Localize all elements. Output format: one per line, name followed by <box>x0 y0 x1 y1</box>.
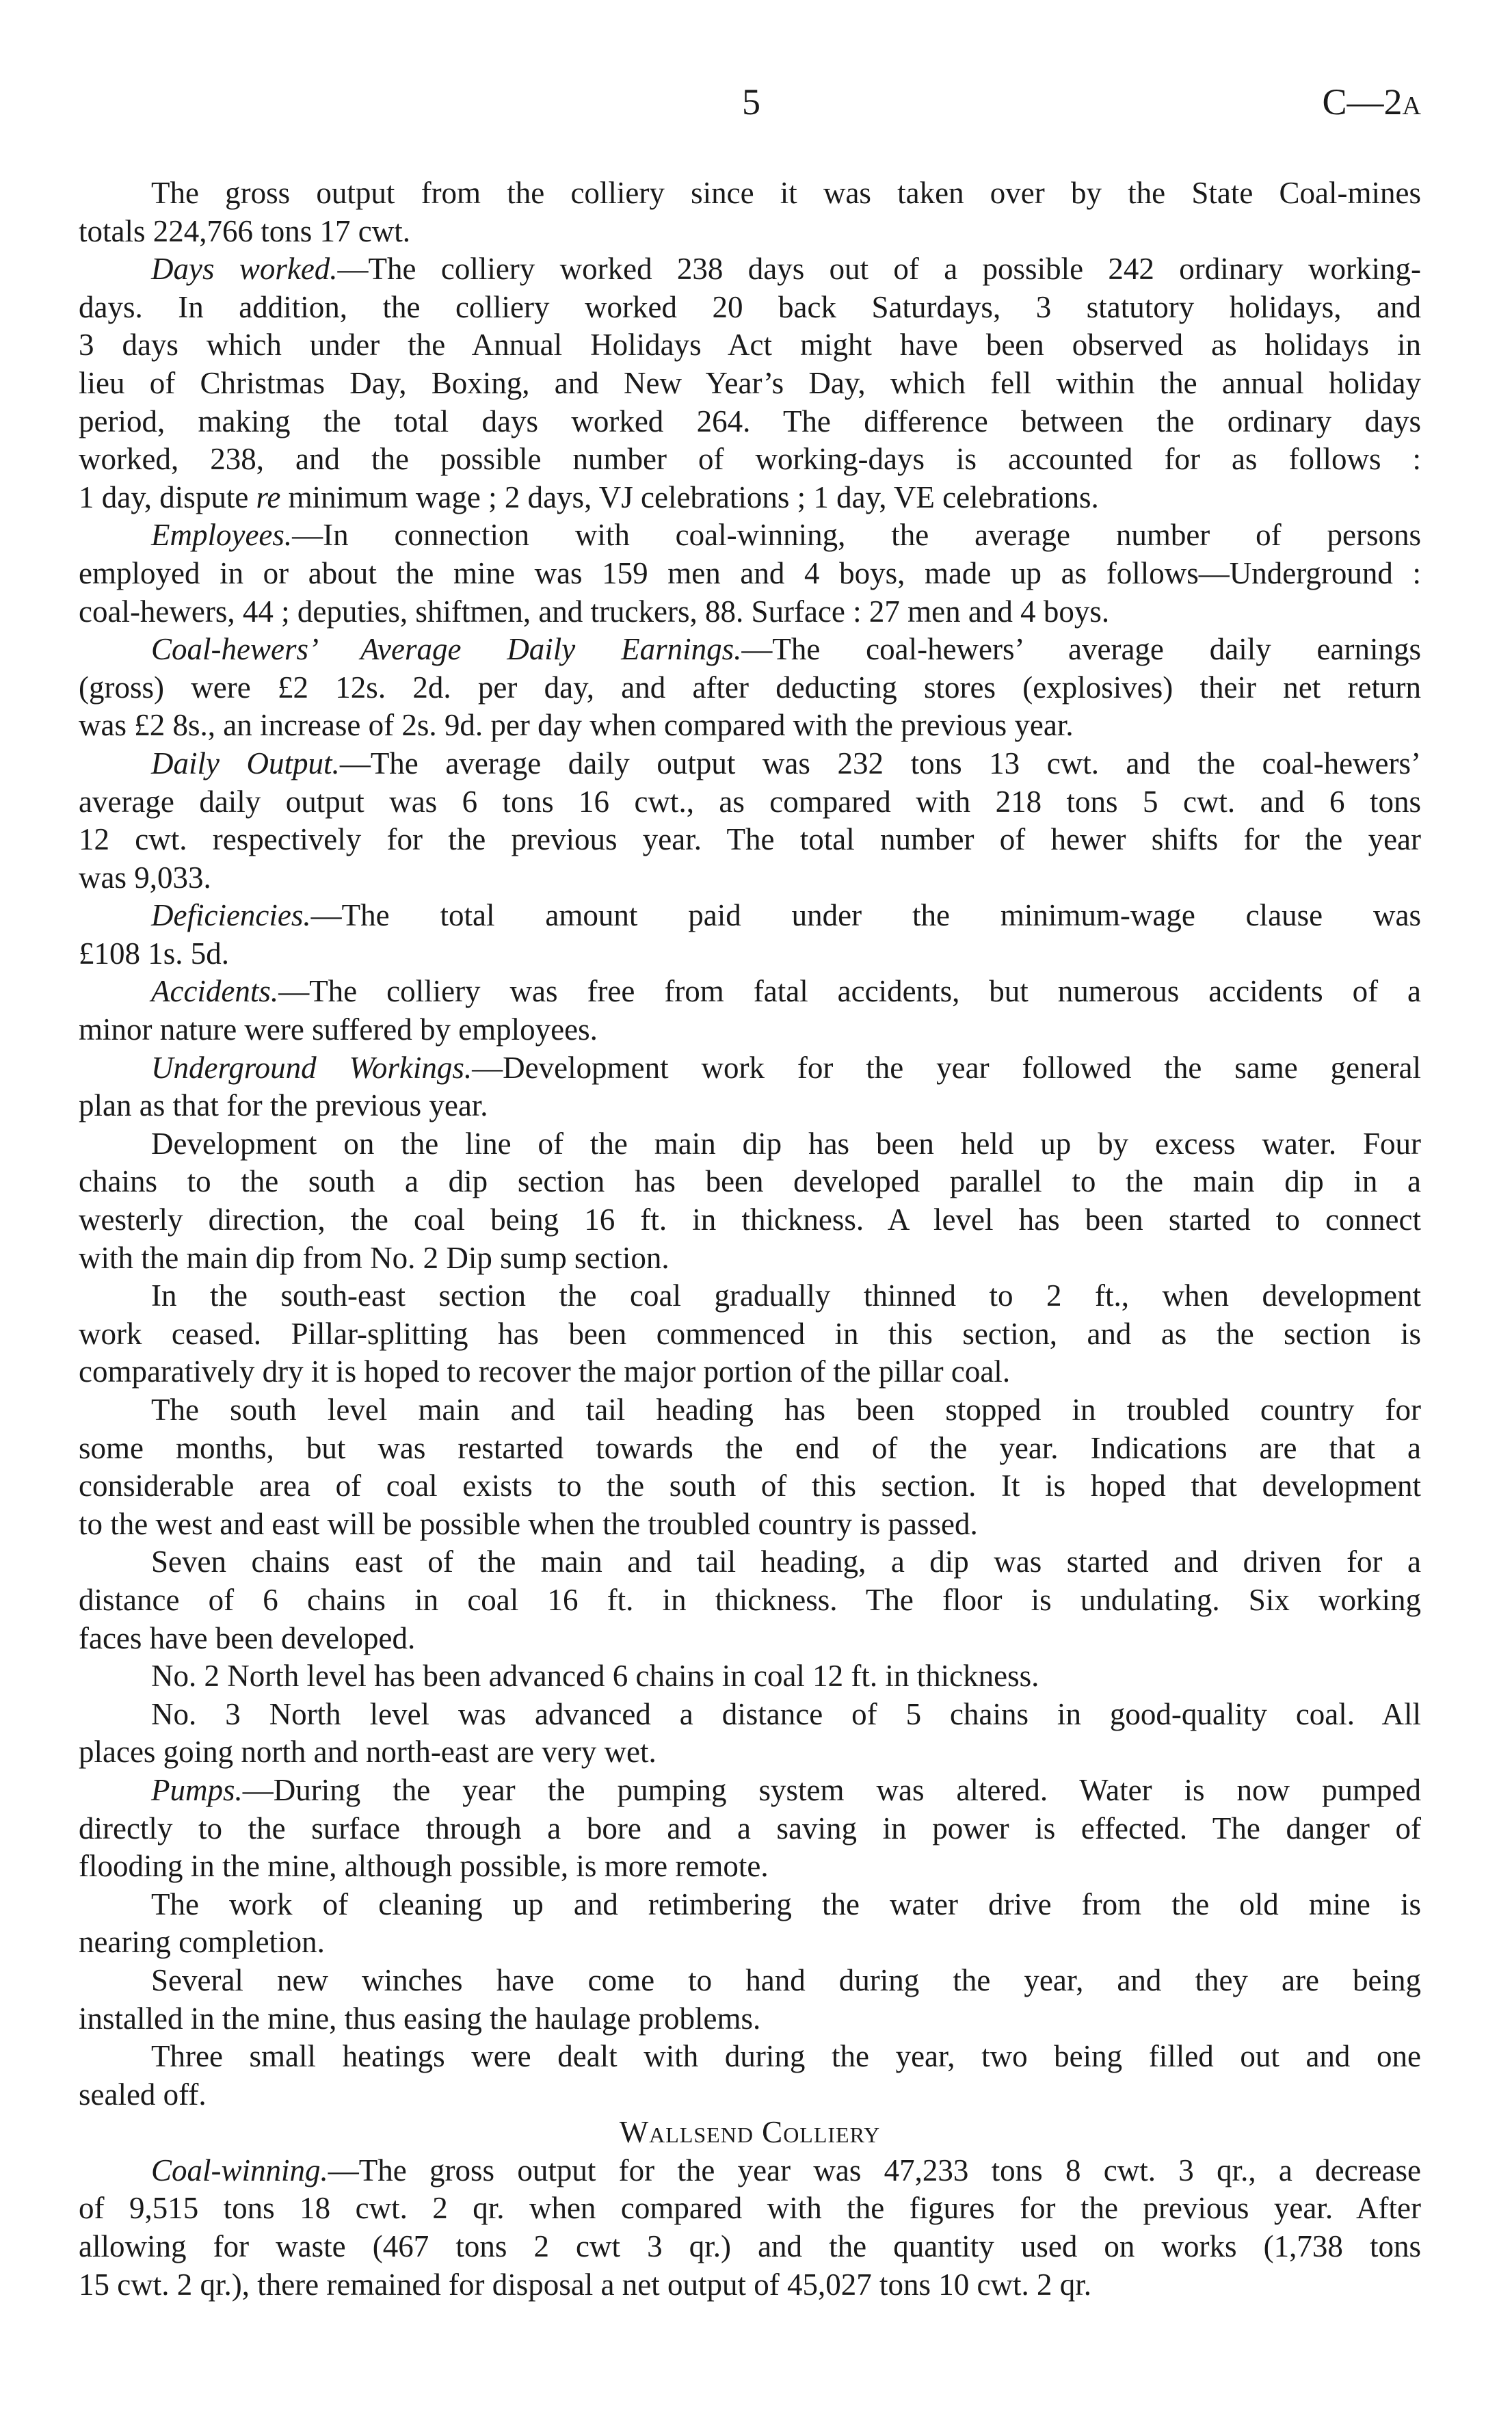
paragraph <box>79 2038 1421 2114</box>
paragraph <box>79 174 1421 250</box>
text-segment: plan as that for the previous year. <box>79 1088 488 1123</box>
text-segment: nearing completion. <box>79 1925 325 1960</box>
text-line <box>79 1810 1421 1848</box>
paragraph-lead: Coal-winning. <box>151 2153 328 2187</box>
text-segment: places going north and north-east are very wet. <box>79 1735 656 1770</box>
paragraph <box>79 1657 1421 1696</box>
text-segment: some months, but was restarted towards the end of the year. Indications are that a <box>79 1430 1421 1465</box>
paragraph <box>79 745 1421 897</box>
paragraph <box>79 1886 1421 1962</box>
text-segment: was £2 8s., an increase of 2s. 9d. per day when compared with the previous year. <box>79 708 1074 743</box>
text-segment: installed in the mine, thus easing the haulage problems. <box>79 2001 761 2036</box>
paragraph-lead: Daily Output. <box>151 746 340 780</box>
text-segment: to the west and east will be possible when the troubled country is passed. <box>79 1506 978 1541</box>
text-line <box>79 2228 1421 2266</box>
paragraph-lead: Employees. <box>151 518 293 553</box>
text-line <box>79 1962 1421 2000</box>
text-segment: days. In addition, the colliery worked 20 back Saturdays, 3 statutory holidays, and <box>79 289 1421 324</box>
text-line <box>79 1467 1421 1506</box>
section-heading: Wallsend Colliery <box>619 2115 881 2150</box>
text-segment: No. 3 North level was advanced a distance of 5 chains in good-quality coal. All <box>151 1696 1421 1731</box>
text-segment: 12 cwt. respectively for the previous year. The total number of hewer shifts for the year <box>79 822 1421 857</box>
text-segment: flooding in the mine, although possible, is more remote. <box>79 1849 769 1884</box>
text-line <box>79 250 1421 289</box>
text-line <box>79 555 1421 593</box>
paragraph <box>79 1049 1421 1125</box>
paragraph <box>79 1543 1421 1657</box>
text-segment: worked, 238, and the possible number of working-days is accounted for as follows : <box>79 442 1421 477</box>
text-line <box>79 2266 1421 2304</box>
text-line <box>79 2190 1421 2228</box>
text-line <box>79 1391 1421 1430</box>
paragraph <box>79 1277 1421 1391</box>
paragraph <box>79 631 1421 745</box>
text-segment: westerly direction, the coal being 16 ft. in thickness. A level has been started to connect <box>79 1203 1421 1237</box>
text-segment: employed in or about the mine was 159 men and 4 boys, made up as follows—Underground : <box>79 555 1421 590</box>
text-line <box>79 1011 1421 1049</box>
text-line <box>79 1923 1421 1962</box>
text-segment: —The average daily output was 232 tons 13 cwt. and the coal-hewers’ <box>339 746 1421 780</box>
text-segment: 15 cwt. 2 qr.), there remained for disposal a net output of 45,027 tons 10 cwt. 2 qr. <box>79 2267 1091 2302</box>
text-line <box>79 593 1421 631</box>
text-segment: faces have been developed. <box>79 1620 416 1655</box>
text-line <box>79 2076 1421 2114</box>
text-segment: directly to the surface through a bore and a saving in power is effected. The danger of <box>79 1811 1421 1845</box>
text-segment: 1 day, dispute <box>79 479 256 514</box>
text-line <box>79 783 1421 822</box>
text-segment: —The colliery worked 238 days out of a possible 242 ordinary working- <box>337 252 1421 287</box>
paragraph <box>79 516 1421 631</box>
text-segment: coal-hewers, 44 ; deputies, shiftmen, and truckers, 88. Surface : 27 men and 4 boys. <box>79 594 1110 629</box>
text-segment: period, making the total days worked 264. The difference between the ordinary days <box>79 404 1421 438</box>
paragraph <box>79 1391 1421 1543</box>
text-segment: Seven chains east of the main and tail heading, a dip was started and driven for a <box>151 1545 1421 1579</box>
text-segment: The south level main and tail heading has been stopped in troubled country for <box>151 1393 1421 1427</box>
text-segment: (gross) were £2 12s. 2d. per day, and after deducting stores (explosives) their net return <box>79 670 1421 705</box>
text-segment: with the main dip from No. 2 Dip sump section. <box>79 1240 669 1275</box>
text-line <box>79 707 1421 745</box>
text-segment: work ceased. Pillar-splitting has been commenced in this section, and as the section is <box>79 1316 1421 1351</box>
text-segment: chains to the south a dip section has been developed parallel to the main dip in a <box>79 1164 1421 1199</box>
text-line <box>79 1353 1421 1391</box>
text-line <box>79 745 1421 783</box>
paragraph <box>79 1125 1421 1277</box>
text-line <box>79 403 1421 441</box>
text-segment: The gross output from the colliery since it was taken over by the State Coal-mines <box>151 176 1421 210</box>
text-line <box>79 1696 1421 1734</box>
text-line <box>79 1201 1421 1239</box>
text-segment: —In connection with coal-winning, the average number of persons <box>292 518 1421 553</box>
text-line <box>79 1620 1421 1658</box>
text-line <box>79 1239 1421 1278</box>
text-segment: 3 days which under the Annual Holidays Act might have been observed as holidays in <box>79 328 1421 363</box>
text-line <box>79 859 1421 897</box>
text-segment: lieu of Christmas Day, Boxing, and New Year’s Day, which fell within the annual holiday <box>79 365 1421 400</box>
text-segment: In the south-east section the coal gradually thinned to 2 ft., when development <box>151 1278 1421 1313</box>
text-line <box>79 1315 1421 1354</box>
text-segment: —The gross output for the year was 47,233 tons 8 cwt. 3 qr., a decrease <box>328 2153 1421 2187</box>
text-segment: —The colliery was free from fatal accidents, but numerous accidents of a <box>278 974 1421 1009</box>
text-segment: —The coal-hewers’ average daily earnings <box>741 632 1421 667</box>
text-line <box>79 365 1421 403</box>
text-line <box>79 1772 1421 1810</box>
text-line <box>79 1163 1421 1201</box>
page-number: 5 <box>742 81 760 122</box>
text-segment: considerable area of coal exists to the south of this section. It is hoped that development <box>79 1469 1421 1503</box>
paragraph <box>79 897 1421 973</box>
text-line <box>79 289 1421 327</box>
paragraph-lead: Deficiencies. <box>151 898 311 933</box>
paragraph <box>79 1772 1421 1886</box>
text-segment: —The total amount paid under the minimum-wage clause was <box>310 898 1421 933</box>
paragraph-lead: Pumps. <box>151 1772 243 1807</box>
text-line <box>79 631 1421 669</box>
text-segment: £108 1s. 5d. <box>79 936 230 971</box>
text-line <box>79 973 1421 1011</box>
text-line <box>79 1733 1421 1772</box>
text-line <box>79 1049 1421 1088</box>
text-line <box>79 2152 1421 2190</box>
text-segment: Several new winches have come to hand during the year, and they are being <box>151 1962 1421 1997</box>
text-segment: sealed off. <box>79 2077 207 2112</box>
text-segment: No. 2 North level has been advanced 6 chains in coal 12 ft. in thickness. <box>151 1659 1039 1694</box>
text-segment: of 9,515 tons 18 cwt. 2 qr. when compared with the figures for the previous year. After <box>79 2191 1421 2226</box>
paragraph <box>79 1696 1421 1772</box>
text-line <box>79 441 1421 479</box>
paragraph <box>79 973 1421 1049</box>
text-line <box>79 2038 1421 2076</box>
text-line <box>79 1277 1421 1315</box>
report-body <box>79 174 1421 2304</box>
text-line <box>79 1087 1421 1125</box>
text-segment: The work of cleaning up and retimbering the water drive from the old mine is <box>151 1887 1421 1921</box>
text-segment: totals 224,766 tons 17 cwt. <box>79 213 410 248</box>
paragraph <box>79 2152 1421 2304</box>
document-code-main: C—2 <box>1322 81 1403 122</box>
paragraph-lead: Accidents. <box>151 974 279 1009</box>
text-line <box>79 1506 1421 1544</box>
text-line <box>79 1125 1421 1164</box>
text-line <box>79 479 1421 517</box>
text-line <box>79 326 1421 365</box>
text-segment: Three small heatings were dealt with during the year, two being filled out and one <box>151 2039 1421 2074</box>
document-code-suffix: A <box>1402 92 1421 120</box>
text-line <box>79 821 1421 859</box>
text-line <box>79 213 1421 251</box>
text-line <box>79 2000 1421 2038</box>
paragraph-lead: Coal-hewers’ Average Daily Earnings. <box>151 632 742 667</box>
text-line <box>79 1581 1421 1620</box>
text-segment: Development on the line of the main dip has been held up by excess water. Four <box>151 1126 1421 1161</box>
text-segment: average daily output was 6 tons 16 cwt., as compared with 218 tons 5 cwt. and 6 tons <box>79 784 1421 819</box>
text-line <box>79 935 1421 973</box>
document-code <box>1323 81 1421 123</box>
paragraph <box>79 1962 1421 2038</box>
paragraph <box>79 250 1421 516</box>
text-line <box>79 897 1421 935</box>
text-segment: comparatively dry it is hoped to recover the major portion of the pillar coal. <box>79 1354 1011 1389</box>
text-line <box>79 1543 1421 1581</box>
text-segment: distance of 6 chains in coal 16 ft. in thickness. The floor is undulating. Six working <box>79 1582 1421 1617</box>
text-line <box>79 669 1421 707</box>
text-line <box>79 174 1421 213</box>
text-line <box>79 1886 1421 1924</box>
text-segment: —During the year the pumping system was altered. Water is now pumped <box>242 1772 1421 1807</box>
text-line <box>79 1848 1421 1886</box>
text-segment: minimum wage ; 2 days, VJ celebrations ; 1 day, VE celebrations. <box>280 479 1099 514</box>
text-line <box>79 1430 1421 1468</box>
paragraph-lead: Underground Workings. <box>151 1050 473 1085</box>
text-line <box>79 1657 1421 1696</box>
text-segment: allowing for waste (467 tons 2 cwt 3 qr.) and the quantity used on works (1,738 tons <box>79 2229 1421 2264</box>
paragraph-lead: Days worked. <box>151 252 338 287</box>
text-segment: was 9,033. <box>79 860 211 895</box>
italic-text: re <box>256 479 281 514</box>
text-line <box>79 516 1421 555</box>
text-segment: —Development work for the year followed the same general <box>472 1050 1421 1085</box>
text-segment: minor nature were suffered by employees. <box>79 1012 598 1047</box>
